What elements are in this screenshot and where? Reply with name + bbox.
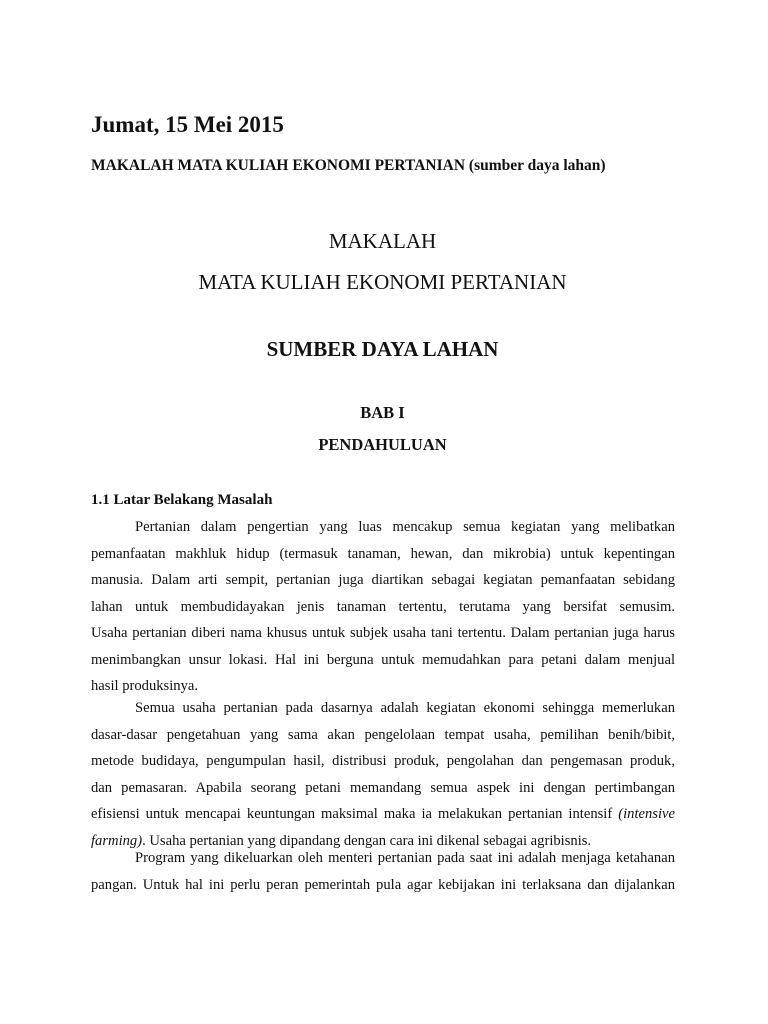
paragraph-line: Usaha pertanian diberi nama khusus untuk subjek usaha tani tertentu. Dalam pertanian juga harus: [91, 625, 675, 641]
paragraph-line: Pertanian dalam pengertian yang luas mencakup semua kegiatan yang melibatkan: [135, 519, 675, 535]
paragraph-line: pemanfaatan makhluk hidup (termasuk tanaman, hewan, dan mikrobia) untuk kepentingan: [91, 545, 675, 562]
post-title: MAKALAH MATA KULIAH EKONOMI PERTANIAN (sumber daya lahan): [91, 157, 606, 174]
chapter-title: PENDAHULUAN: [318, 435, 447, 454]
cover-course: MATA KULIAH EKONOMI PERTANIAN: [198, 270, 567, 294]
paragraph-line: lahan untuk membudidayakan jenis tanaman tertentu, terutama yang bersifat semusim.: [91, 598, 675, 615]
paragraph-1: [91, 514, 675, 700]
paragraph-line: pangan. Untuk hal ini perlu peran pemerintah pula agar kebijakan ini terlaksana dan dijalankan: [91, 876, 675, 893]
cover-topic: SUMBER DAYA LAHAN: [266, 337, 499, 361]
paragraph-line: dasar-dasar pengetahuan yang sama akan pengelolaan tempat usaha, pemilihan benih/bibit,: [91, 726, 675, 743]
paragraph-line: dan pemasaran. Apabila seorang petani memandang semua aspek ini dengan pertimbangan: [91, 779, 675, 796]
paragraph-line-with-italic: [91, 801, 675, 828]
section-heading: 1.1 Latar Belakang Masalah: [91, 492, 273, 508]
paragraph-line: manusia. Dalam arti sempit, pertanian juga diartikan sebagai kegiatan pemanfaatan sebidang: [91, 572, 675, 588]
chapter-number: BAB I: [360, 403, 405, 422]
paragraph-line: Semua usaha pertanian pada dasarnya adalah kegiatan ekonomi sehingga memerlukan: [135, 700, 675, 716]
italic-term: (intensive: [618, 806, 675, 822]
paragraph-line-text: efisiensi untuk mencapai keuntungan maksimal maka ia melakukan pertanian intensif: [91, 806, 613, 822]
paragraph-2: [91, 695, 675, 854]
post-date: Jumat, 15 Mei 2015: [91, 112, 284, 137]
paragraph-line: Program yang dikeluarkan oleh menteri pertanian pada saat ini adalah menjaga ketahanan: [135, 850, 675, 866]
italic-term: farming): [91, 832, 143, 849]
cover-title: MAKALAH: [328, 229, 437, 253]
paragraph-line-text: . Usaha pertanian yang dipandang dengan cara ini dikenal sebagai agribisnis.: [142, 832, 592, 849]
paragraph-line: menimbangkan unsur lokasi. Hal ini berguna untuk memudahkan para petani dalam menjual: [91, 651, 675, 668]
paragraph-3: [91, 845, 675, 898]
paragraph-line: hasil produksinya.: [91, 678, 199, 694]
paragraph-line: metode budidaya, pengumpulan hasil, distribusi produk, pengolahan dan pengemasan produk,: [91, 753, 675, 769]
